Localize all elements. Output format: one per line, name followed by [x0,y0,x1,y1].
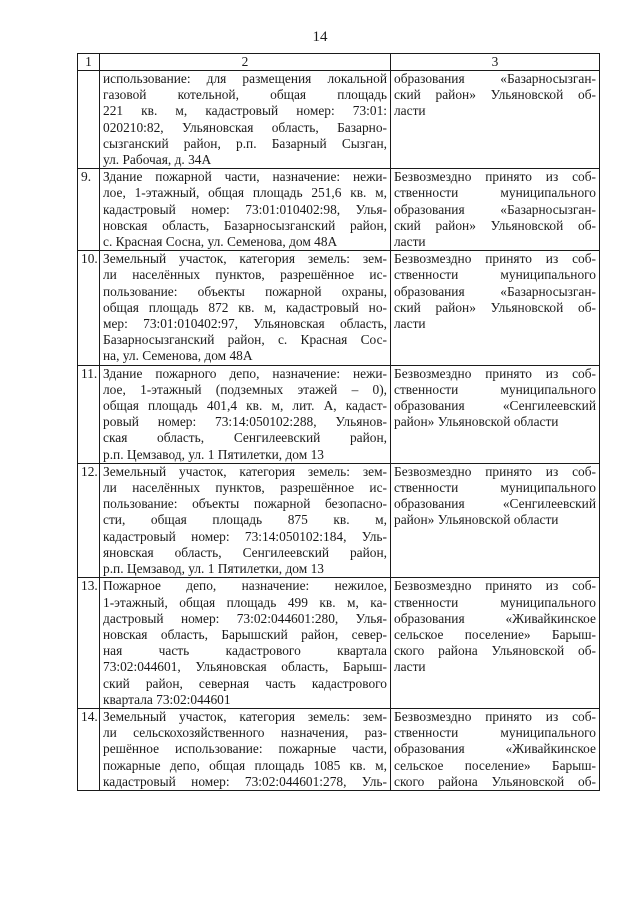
acquisition-basis [391,365,600,463]
text-line: ная часть кадастрового квартала [103,643,387,659]
property-table [77,53,600,791]
text-line: ского района Ульяновской об- [394,643,596,659]
text-line: Безвозмездно принято из соб- [394,578,596,594]
row-number: 10. [78,251,100,365]
table-row [78,708,600,790]
table-body [78,71,600,791]
text-line: образования «Сенгилеевский [394,496,596,512]
text-line: кадастровый номер: 73:14:050102:184, Уль- [103,528,387,544]
text-line: образования «Базарносызган- [394,71,596,86]
text-line: ственности муниципального [394,594,596,610]
text-line: новская область, Барышский район, север- [103,626,387,642]
property-description [100,71,391,169]
property-description [100,169,391,251]
text-line: Безвозмездно принято из соб- [394,708,596,724]
text-line: пожарные депо, общая площадь 1085 кв. м, [103,757,387,773]
text-line: сти, общая площадь 875 кв. м, [103,512,387,528]
text-line: образования «Базарносызган- [394,201,596,217]
text-line: Базарносызганский район, с. Красная Сос- [103,332,387,348]
text-line: квартала 73:02:044601 [103,691,231,707]
column-header-basis: 3 [391,54,600,71]
text-line: сельское поселение» Барыш- [394,757,596,773]
text-line: Здание пожарного депо, назначение: нежи- [103,365,387,381]
text-line: кадастровый номер: 73:01:010402:98, Улья- [103,201,387,217]
text-line: лое, 1-этажный (подземных этажей – 0), [103,381,387,397]
text-line: ский район» Ульяновской об- [394,299,596,315]
property-description [100,578,391,709]
text-line: образования «Базарносызган- [394,283,596,299]
row-number: 9. [78,169,100,251]
text-line: 73:02:044601, Ульяновская область, Барыш- [103,659,387,675]
text-line: ственности муниципального [394,267,596,283]
text-line: ласти [394,103,426,119]
table-row [78,251,600,365]
row-number: 12. [78,463,100,577]
text-line: новская область, Базарносызганский район, [103,217,387,233]
text-line: пользование: объекты пожарной безопасно- [103,496,387,512]
table-row [78,365,600,463]
text-line: ский район» Ульяновской об- [394,87,596,103]
text-line: пользование: объекты пожарной охраны, [103,283,387,299]
text-line: Земельный участок, категория земель: зем- [103,708,387,724]
text-line: ственности муниципального [394,480,596,496]
text-line: сызганский район, р.п. Базарный Сызган, [103,135,387,151]
table-row [78,578,600,709]
text-line: ственности муниципального [394,185,596,201]
text-line: район» Ульяновской области [394,512,559,528]
text-line: ласти [394,234,426,250]
text-line: ского района Ульяновской об- [394,773,596,789]
text-line: ственности муниципального [394,725,596,741]
property-description [100,708,391,790]
text-line: ли населённых пунктов, разрешённое ис- [103,267,387,283]
column-header-description: 2 [100,54,391,71]
text-line: Безвозмездно принято из соб- [394,169,596,185]
text-line: 221 кв. м, кадастровый номер: 73:01: [103,103,387,119]
text-line: ский район, северная часть кадастрового [103,675,387,691]
text-line: образования «Живайкинское [394,610,596,626]
acquisition-basis [391,169,600,251]
text-line: ровый номер: 73:14:050102:288, Ульянов- [103,414,387,430]
table-row [78,169,600,251]
text-line: кадастровый номер: 73:02:044601:278, Уль- [103,773,387,789]
acquisition-basis [391,708,600,790]
text-line: ская область, Сенгилеевский район, [103,430,387,446]
row-number: 13. [78,578,100,709]
text-line: ул. Рабочая, д. 34А [103,152,212,168]
page-number: 14 [312,29,328,45]
acquisition-basis [391,71,600,169]
table-row [78,463,600,577]
table-header-row [78,54,600,71]
text-line: ственности муниципального [394,381,596,397]
text-line: мер: 73:01:010402:97, Ульяновская область, [103,316,387,332]
text-line: ласти [394,316,426,332]
text-line: ли населённых пунктов, разрешённое ис- [103,480,387,496]
property-description [100,251,391,365]
acquisition-basis [391,463,600,577]
property-description [100,365,391,463]
text-line: ласти [394,659,426,675]
property-description [100,463,391,577]
text-line: сельское поселение» Барыш- [394,626,596,642]
text-line: Безвозмездно принято из соб- [394,365,596,381]
text-line: яновская область, Сенгилеевский район, [103,544,387,560]
text-line: Здание пожарной части, назначение: нежи- [103,169,387,185]
text-line: Безвозмездно принято из соб- [394,463,596,479]
text-line: на, ул. Семенова, дом 48А [103,348,253,364]
text-line: общая площадь 872 кв. м, кадастровый но- [103,299,387,315]
text-line: образования «Сенгилеевский [394,398,596,414]
text-line: образования «Живайкинское [394,741,596,757]
text-line: ли сельскохозяйственного назначения, раз- [103,725,387,741]
text-line: район» Ульяновской области [394,414,559,430]
text-line: лое, 1-этажный, общая площадь 251,6 кв. м, [103,185,387,201]
text-line: 1-этажный, общая площадь 499 кв. м, ка- [103,594,387,610]
acquisition-basis [391,578,600,709]
text-line: р.п. Цемзавод, ул. 1 Пятилетки, дом 13 [103,561,324,577]
table-row [78,71,600,169]
text-line: 020210:82, Ульяновская область, Базарно- [103,119,387,135]
column-header-number: 1 [78,54,100,71]
text-line: с. Красная Сосна, ул. Семенова, дом 48А [103,234,338,250]
acquisition-basis [391,251,600,365]
text-line: Земельный участок, категория земель: зем- [103,463,387,479]
text-line: использование: для размещения локальной [103,71,387,86]
text-line: газовой котельной, общая площадь [103,87,387,103]
text-line: Пожарное депо, назначение: нежилое, [103,578,387,594]
text-line: решённое использование: пожарные части, [103,741,387,757]
text-line: дастровый номер: 73:02:044601:280, Улья- [103,610,387,626]
row-number: 11. [78,365,100,463]
row-number [78,71,100,169]
row-number: 14. [78,708,100,790]
text-line: общая площадь 401,4 кв. м, лит. А, кадаст- [103,398,387,414]
text-line: ский район» Ульяновской об- [394,217,596,233]
text-line: р.п. Цемзавод, ул. 1 Пятилетки, дом 13 [103,446,324,462]
text-line: Земельный участок, категория земель: зем- [103,251,387,267]
text-line: Безвозмездно принято из соб- [394,251,596,267]
